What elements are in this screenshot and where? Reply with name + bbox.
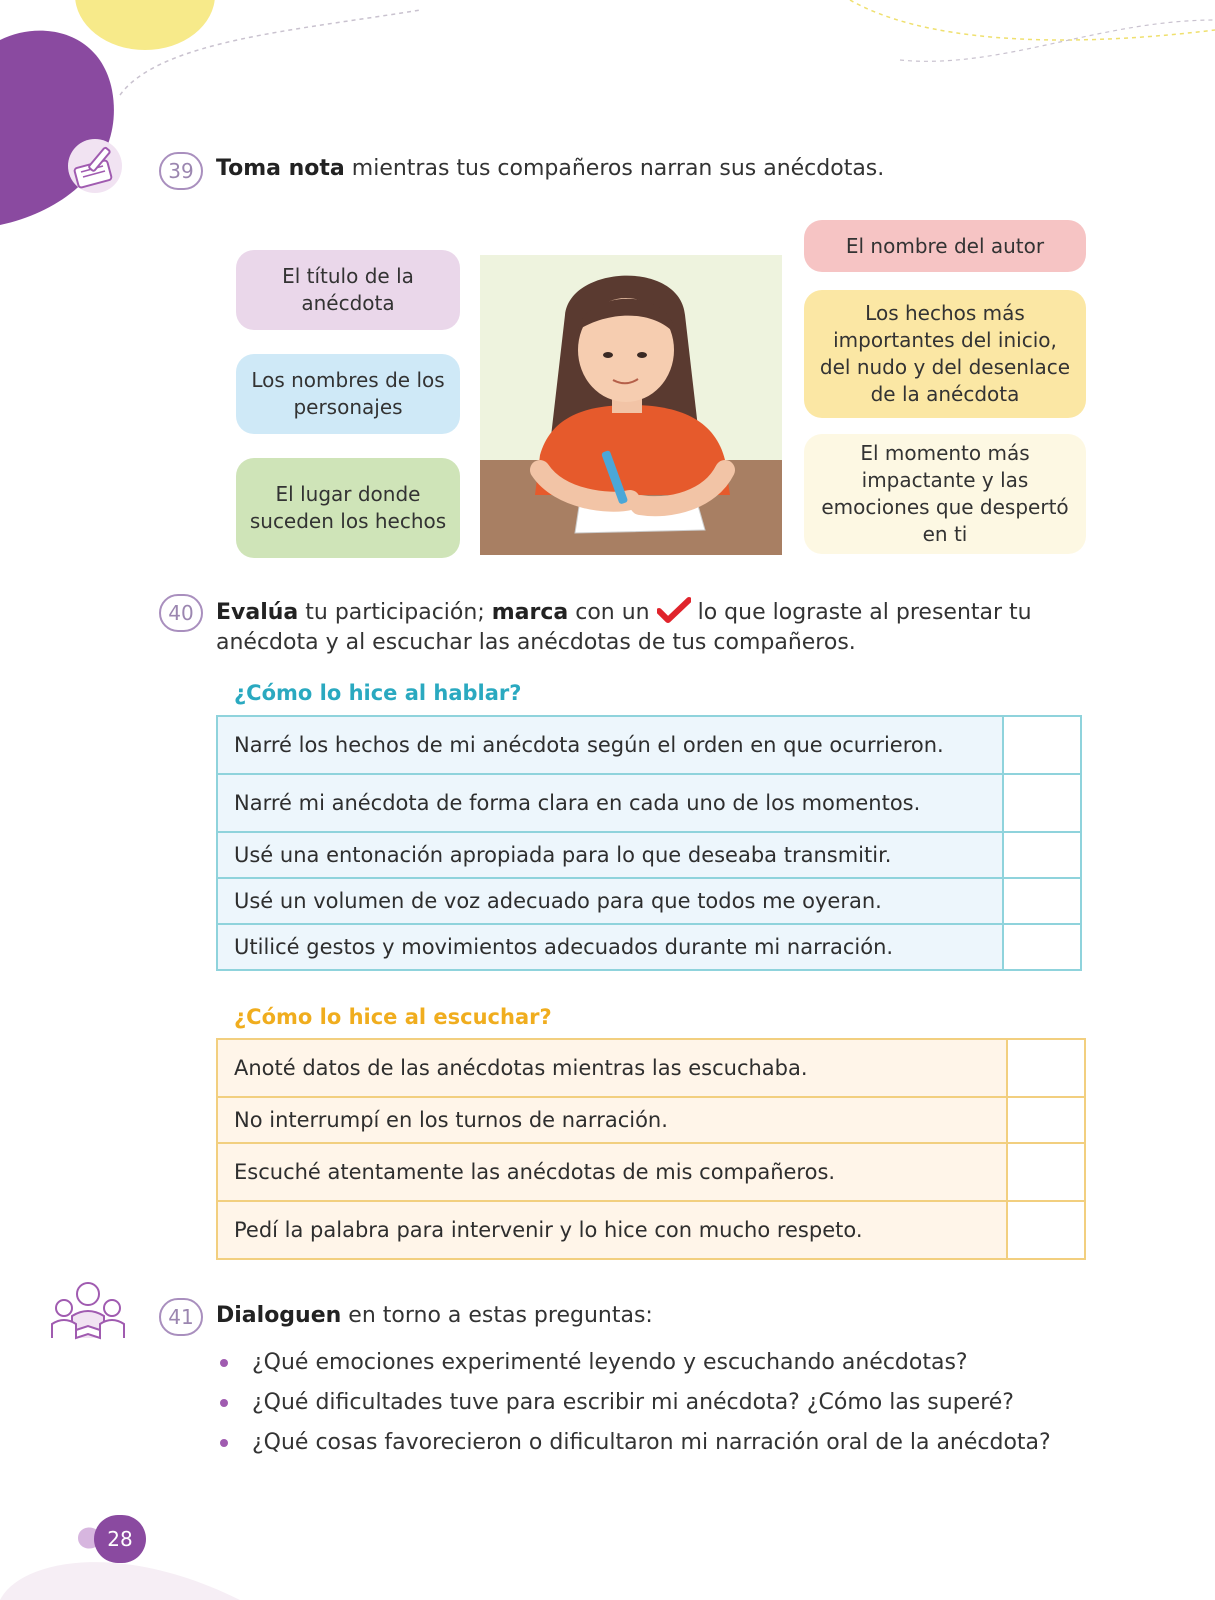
top-decoration (0, 0, 1215, 230)
table-row (217, 1143, 1085, 1201)
listening-section-title: ¿Cómo lo hice al escuchar? (234, 1005, 552, 1029)
activity-40-text-2: con un (568, 600, 657, 625)
listening-item-3: Escuché atentamente las anécdotas de mis compañeros. (217, 1143, 1007, 1201)
speaking-item-1: Narré los hechos de mi anécdota según el orden en que ocurrieron. (217, 716, 1003, 774)
listening-check-box-1[interactable] (1007, 1039, 1085, 1097)
list-item (216, 1383, 1051, 1423)
table-row (217, 716, 1081, 774)
list-item (216, 1423, 1051, 1463)
listening-item-4: Pedí la palabra para intervenir y lo hice con mucho respeto. (217, 1201, 1007, 1259)
table-row (217, 774, 1081, 832)
checkmark-icon (657, 597, 691, 623)
speaking-item-2: Narré mi anécdota de forma clara en cada uno de los momentos. (217, 774, 1003, 832)
writing-icon (66, 138, 124, 194)
table-row (217, 1039, 1085, 1097)
bubble-place: El lugar donde suceden los hechos (236, 458, 460, 558)
listening-checklist (216, 1038, 1086, 1260)
activity-40-verb-1: Evalúa (216, 600, 299, 625)
activity-40-text-3: lo que lograste al presentar tu anécdota y al escuchar las anécdotas de tus compañeros. (216, 600, 1032, 655)
bullet-icon (220, 1399, 228, 1407)
activity-39-number: 39 (159, 152, 203, 190)
speaking-item-5: Utilicé gestos y movimientos adecuados durante mi narración. (217, 924, 1003, 970)
bubble-characters: Los nombres de los personajes (236, 354, 460, 434)
activity-41-instruction (216, 1301, 653, 1331)
speaking-item-4: Usé un volumen de voz adecuado para que todos me oyeran. (217, 878, 1003, 924)
speaking-check-box-5[interactable] (1003, 924, 1081, 970)
activity-39-verb: Toma nota (216, 156, 345, 181)
activity-41-text: en torno a estas preguntas: (341, 1303, 653, 1328)
bubble-title: El título de la anécdota (236, 250, 460, 330)
bubble-author: El nombre del autor (804, 220, 1086, 272)
list-item (216, 1343, 1051, 1383)
activity-41-number: 41 (159, 1298, 203, 1336)
girl-writing-illustration (480, 255, 782, 555)
bullet-icon (220, 1359, 228, 1367)
table-row (217, 1097, 1085, 1143)
listening-check-box-4[interactable] (1007, 1201, 1085, 1259)
family-reading-icon (48, 1280, 128, 1340)
bottom-decoration (0, 1520, 1215, 1600)
bubble-moment: El momento más impactante y las emociones que despertó en ti (804, 434, 1086, 554)
activity-39-instruction (216, 154, 884, 184)
speaking-checklist (216, 715, 1082, 971)
speaking-check-box-2[interactable] (1003, 774, 1081, 832)
activity-40-verb-2: marca (491, 600, 569, 625)
bullet-icon (220, 1439, 228, 1447)
listening-check-box-3[interactable] (1007, 1143, 1085, 1201)
speaking-item-3: Usé una entonación apropiada para lo que deseaba transmitir. (217, 832, 1003, 878)
activity-40-number: 40 (159, 594, 203, 632)
listening-item-1: Anoté datos de las anécdotas mientras las escuchaba. (217, 1039, 1007, 1097)
question-3: ¿Qué cosas favorecieron o dificultaron mi narración oral de la anécdota? (252, 1430, 1051, 1455)
speaking-section-title: ¿Cómo lo hice al hablar? (234, 681, 522, 705)
activity-41-verb: Dialoguen (216, 1303, 342, 1328)
bubble-events: Los hechos más importantes del inicio, del nudo y del desenlace de la anécdota (804, 290, 1086, 418)
table-row (217, 878, 1081, 924)
page-number: 28 (94, 1515, 146, 1563)
question-2: ¿Qué dificultades tuve para escribir mi anécdota? ¿Cómo las superé? (252, 1390, 1014, 1415)
speaking-check-box-3[interactable] (1003, 832, 1081, 878)
listening-item-2: No interrumpí en los turnos de narración. (217, 1097, 1007, 1143)
question-1: ¿Qué emociones experimenté leyendo y escuchando anécdotas? (252, 1350, 968, 1375)
speaking-check-box-1[interactable] (1003, 716, 1081, 774)
table-row (217, 1201, 1085, 1259)
activity-39-text: mientras tus compañeros narran sus anécdotas. (344, 156, 885, 181)
activity-40-instruction (216, 597, 1036, 658)
table-row (217, 832, 1081, 878)
question-list (216, 1343, 1051, 1463)
table-row (217, 924, 1081, 970)
activity-40-text-1: tu participación; (298, 600, 492, 625)
speaking-check-box-4[interactable] (1003, 878, 1081, 924)
listening-check-box-2[interactable] (1007, 1097, 1085, 1143)
